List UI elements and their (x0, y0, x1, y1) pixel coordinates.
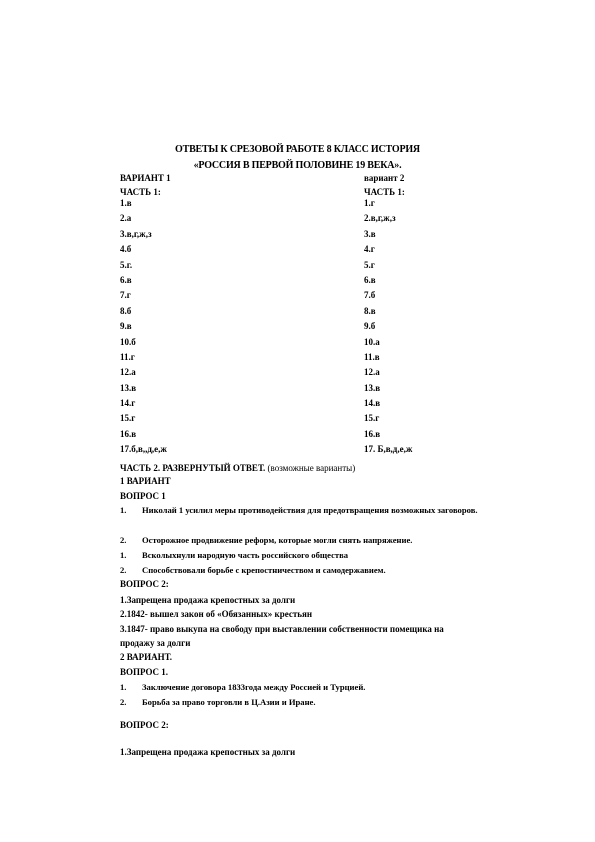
part2-variant2-question1: ВОПРОС 1. (120, 667, 169, 677)
list-item-text: Всколыхнули народную часть российского общества (142, 550, 349, 560)
answer-item: 8.в (364, 305, 376, 316)
list-item (120, 504, 522, 534)
part2-variant2-heading: 2 ВАРИАНТ. (120, 652, 173, 662)
answer-item: 16.в (364, 428, 381, 439)
variant1-question1-list (120, 504, 522, 579)
answer-item: 6.в (120, 274, 132, 285)
list-item-number: 2. (120, 535, 127, 545)
part2-heading-note: (возможные варианты) (267, 463, 356, 473)
part2-variant1-question1: ВОПРОС 1 (120, 491, 166, 501)
answer-item: 3.в,г,ж,з (120, 228, 152, 239)
answer-item: 6.в (364, 274, 376, 285)
list-item-number: 1. (120, 682, 127, 692)
part2-variant1-heading: 1 ВАРИАНТ (120, 476, 171, 486)
document-title-line-2: «РОССИЯ В ПЕРВОЙ ПОЛОВИНЕ 19 ВЕКА». (193, 160, 402, 171)
list-item-text: Способствовали борьбе с крепостничеством и самодержавием. (142, 565, 386, 575)
answer-item: 2.а (120, 213, 132, 224)
answer-item: 1.г (364, 198, 375, 208)
document-title-line-1: ОТВЕТЫ К СРЕЗОВОЙ РАБОТЕ 8 КЛАСС ИСТОРИЯ (175, 144, 420, 155)
answer-item: 15.г (120, 413, 136, 424)
variant1-question2-line-3: 3.1847- право выкупа на свободу при выставлении собственности помещика на (120, 624, 444, 634)
answer-item: 9.б (364, 321, 376, 332)
answer-item: 12.а (364, 367, 380, 378)
variant2-question1-list (120, 681, 522, 711)
variant1-heading: ВАРИАНТ 1 (120, 173, 171, 183)
answer-item: 12.а (120, 367, 136, 378)
variant2-question2-line-1: 1.Запрещена продажа крепостных за долги (120, 747, 296, 757)
variant1-answer-list (120, 197, 167, 459)
part2-heading (120, 462, 355, 474)
answer-item: 13.в (120, 382, 137, 393)
answer-item: 4.г (364, 244, 375, 255)
variant2-part1-heading: ЧАСТЬ 1: (364, 187, 405, 197)
answer-item: 8.б (120, 305, 132, 316)
variant1-question2-line-2: 2.1842- вышел закон об «Обязанных» крестьян (120, 609, 313, 619)
list-item-text: Осторожное продвижение реформ, которые могли снять напряжение. (142, 535, 413, 545)
answer-item: 10.б (120, 336, 136, 347)
part2-variant2-question2: ВОПРОС 2: (120, 720, 169, 730)
variant1-part1-heading: ЧАСТЬ 1: (120, 187, 161, 197)
list-item (120, 564, 522, 579)
answer-item: 7.г (120, 290, 131, 301)
answer-item: 14.г (120, 398, 136, 409)
part2-heading-title: ЧАСТЬ 2. РАЗВЕРНУТЫЙ ОТВЕТ. (120, 463, 266, 473)
answer-item: 11.в (364, 351, 380, 362)
list-item-number: 2. (120, 697, 127, 707)
list-item-text: Борьба за право торговли в Ц.Азии и Иране. (142, 697, 316, 707)
list-item-text: Заключение договора 1833года между Россией и Турцией. (142, 682, 366, 692)
answer-item: 1.в (120, 198, 132, 208)
answer-item: 5.г (364, 259, 375, 270)
answer-item: 9.в (120, 321, 132, 332)
list-item-number: 1. (120, 505, 127, 515)
variant2-heading: вариант 2 (364, 173, 405, 183)
list-item-text: Николай 1 усилил меры противодействия для предотвращения возможных заговоров. (142, 505, 478, 515)
variant1-question2-line-4: продажу за долги (120, 638, 191, 648)
variant1-question2-line-1: 1.Запрещена продажа крепостных за долги (120, 595, 296, 605)
answer-item: 16.в (120, 428, 137, 439)
list-item (120, 681, 522, 696)
part2-variant1-question2: ВОПРОС 2: (120, 579, 169, 589)
variant2-answer-list (364, 197, 412, 459)
answer-item: 7.б (364, 290, 376, 301)
answer-item: 11.г (120, 351, 135, 362)
answer-item: 5.г. (120, 259, 133, 270)
list-item (120, 696, 522, 711)
list-item-number: 2. (120, 565, 127, 575)
answer-item: 13.в (364, 382, 381, 393)
answer-item: 15.г (364, 413, 380, 424)
answer-item: 2.в,г,ж,з (364, 213, 396, 224)
answer-item: 17.б,в,,д,е,ж (120, 444, 167, 455)
list-item (120, 549, 522, 564)
list-item (120, 534, 522, 549)
answer-item: 3.в (364, 228, 376, 239)
answer-item: 10.а (364, 336, 380, 347)
answer-item: 14.в (364, 398, 381, 409)
answer-item: 17. Б,в,д,е,ж (364, 444, 413, 455)
answer-item: 4.б (120, 244, 132, 255)
list-item-number: 1. (120, 550, 127, 560)
